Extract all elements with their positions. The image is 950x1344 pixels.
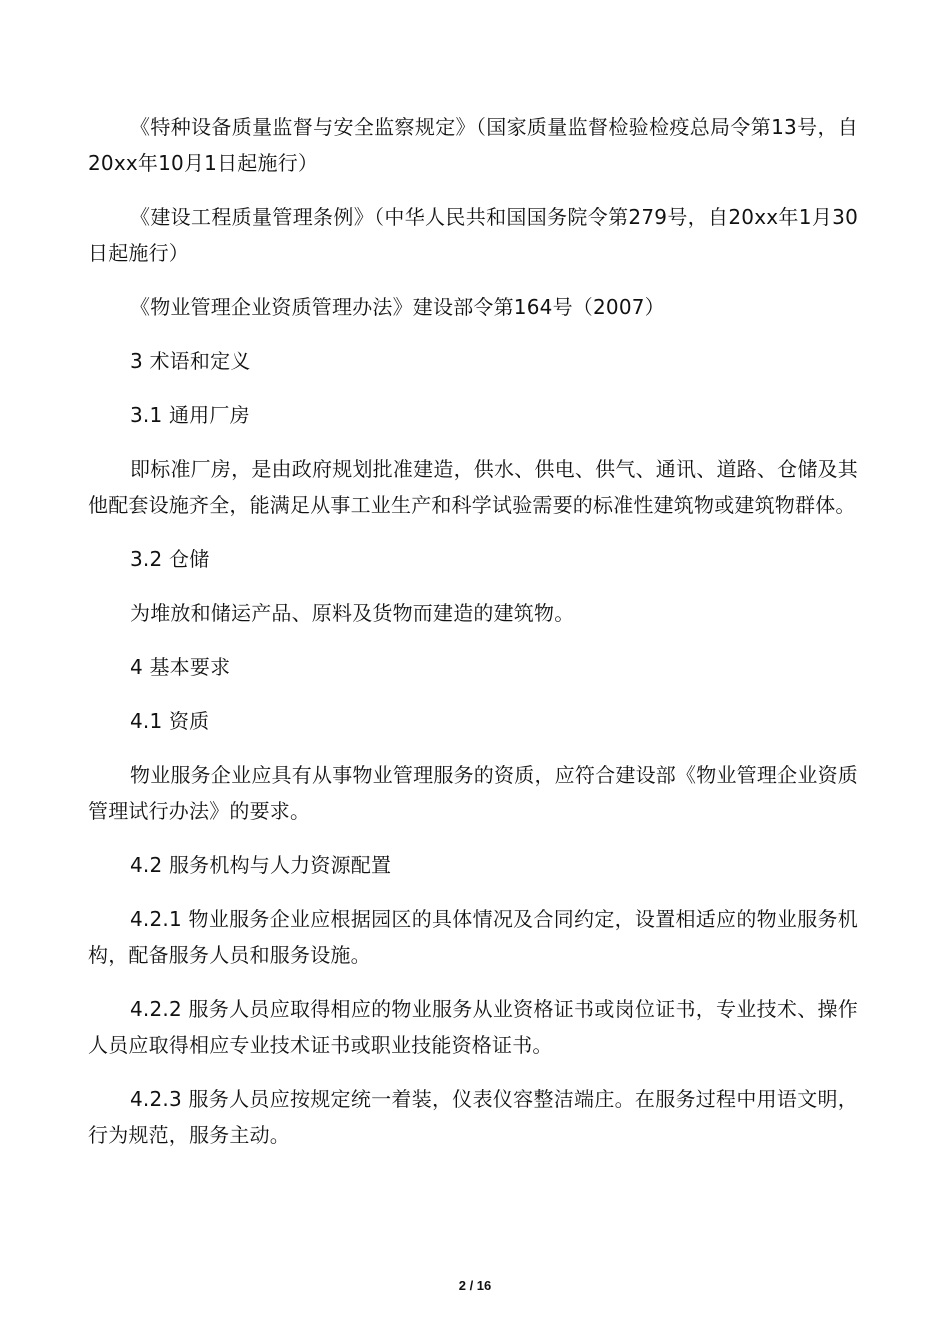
paragraph-3-2-body: 为堆放和储运产品、原料及货物而建造的建筑物。 [130, 601, 575, 625]
paragraph-reg-property-qualification: 《物业管理企业资质管理办法》建设部令第164号（2007） [130, 295, 665, 319]
page-number: 2 / 16 [458, 1278, 492, 1293]
section-heading-3: 3 术语和定义 [130, 349, 251, 373]
section-heading-3-1: 3.1 通用厂房 [130, 403, 250, 427]
paragraph-4-1-body: 物业服务企业应具有从事物业管理服务的资质，应符合建设部《物业管理企业资质管理试行办法》的要求。 [88, 763, 858, 823]
section-heading-4-2: 4.2 服务机构与人力资源配置 [130, 853, 392, 877]
paragraph-4-2-1: 4.2.1 物业服务企业应根据园区的具体情况及合同约定，设置相适应的物业服务机构，配备服务人员和服务设施。 [88, 907, 858, 967]
paragraph-3-1-body: 即标准厂房，是由政府规划批准建造，供水、供电、供气、通讯、道路、仓储及其他配套设施齐全，能满足从事工业生产和科学试验需要的标准性建筑物或建筑物群体。 [88, 457, 858, 517]
paragraph-reg-special-equipment: 《特种设备质量监督与安全监察规定》（国家质量监督检验检疫总局令第13号，自20xx年10月1日起施行） [88, 115, 858, 175]
section-heading-4: 4 基本要求 [130, 655, 231, 679]
paragraph-reg-construction-quality: 《建设工程质量管理条例》（中华人民共和国国务院令第279号，自20xx年1月30日起施行） [88, 205, 858, 265]
document-body [88, 109, 858, 1171]
paragraph-4-2-3: 4.2.3 服务人员应按规定统一着装，仪表仪容整洁端庄。在服务过程中用语文明，行为规范，服务主动。 [88, 1087, 858, 1147]
section-heading-4-1: 4.1 资质 [130, 709, 210, 733]
paragraph-4-2-2: 4.2.2 服务人员应取得相应的物业服务从业资格证书或岗位证书，专业技术、操作人员应取得相应专业技术证书或职业技能资格证书。 [88, 997, 858, 1057]
section-heading-3-2: 3.2 仓储 [130, 547, 210, 571]
